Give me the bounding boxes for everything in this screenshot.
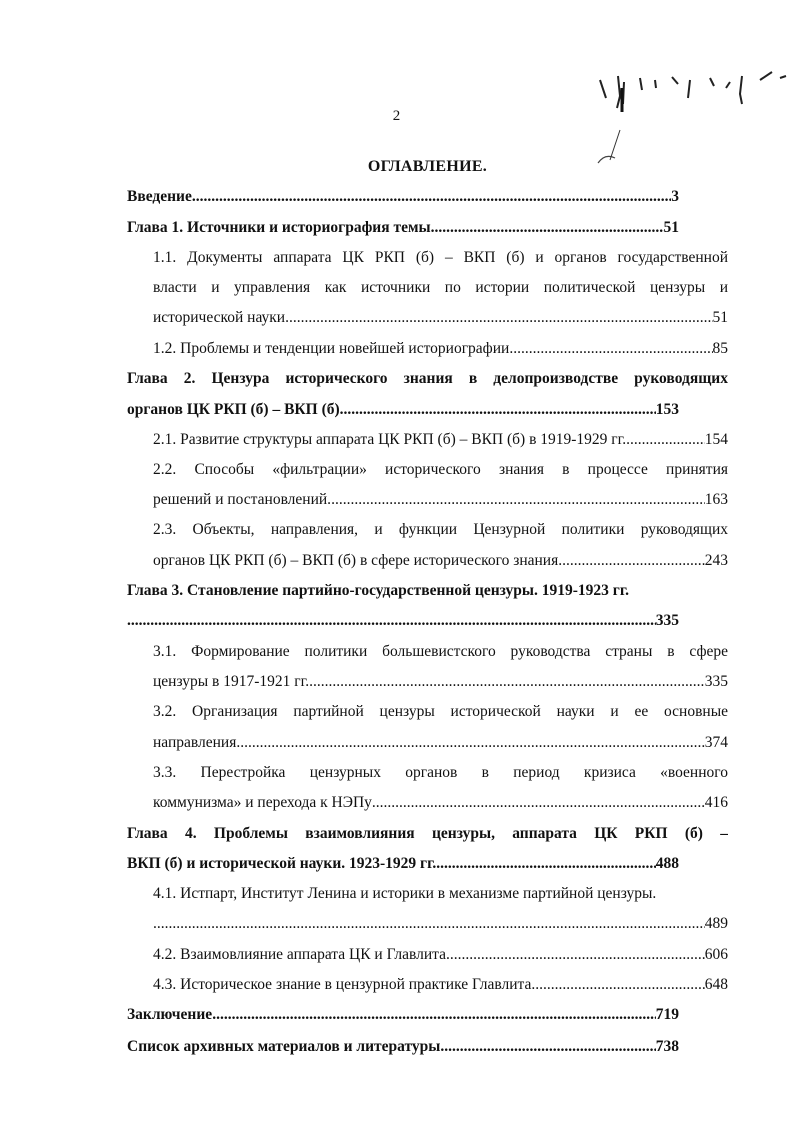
toc-page-number: 153 [655,401,679,418]
toc-page-number: 606 [704,946,728,963]
toc-entry-chapter-3-line-1: Глава 3. Становление партийно-государственной цензуры. 1919-1923 гг. [127,582,629,599]
toc-entry-3-2-line-1: 3.2. Организация партийной цензуры исторической науки и ее основные [153,703,728,720]
leader-dots [240,733,705,753]
toc-page-number: 335 [704,673,728,690]
leader-dots [509,339,712,359]
toc-entry-text: исторической науки [153,309,286,326]
toc-entry-text: 4.2. Взаимовлияние аппарата ЦК и Главлита [153,946,447,963]
toc-entry-chapter-4-line-1: Глава 4. Проблемы взаимовлияния цензуры, аппарата ЦК РКП (б) – [127,825,728,842]
leader-dots [127,611,656,631]
leader-dots [431,218,664,238]
toc-entry-text: Заключение [127,1006,213,1023]
toc-entry-chapter-2-line-1: Глава 2. Цензура исторического знания в делопроизводстве руководящих [127,370,728,387]
page-number: 2 [392,108,401,124]
toc-entry-text: решений и постановлений. [153,491,332,508]
toc-page-number: 335 [655,612,679,629]
toc-page-number: 738 [655,1038,679,1055]
toc-page-number: 243 [704,552,728,569]
toc-entry-4-1-line-1: 4.1. Истпарт, Институт Ленина и историки в механизме партийной цензуры. [153,885,657,902]
toc-entry-3-1-line-1: 3.1. Формирование политики большевистского руководства страны в сфере [153,643,728,660]
toc-entry-3-3-line-1: 3.3. Перестройка цензурных органов в период кризиса «военного [153,764,728,781]
toc-entry-text: Глава 1. Источники и историография темы [127,219,431,236]
leader-dots [285,308,712,328]
toc-entry-text: Введение. [127,188,196,205]
leader-dots [444,1037,655,1057]
toc-entry-sources [127,1037,679,1057]
toc-page-number: 51 [712,309,728,326]
toc-entry-4-1-line-2 [153,914,728,934]
toc-page-number: 648 [704,976,728,993]
toc-entry-text: направления. [153,734,241,751]
toc-page-number: 51 [663,219,679,236]
toc-entry-2-1 [153,430,728,450]
toc-entry-text: 2.1. Развитие структуры аппарата ЦК РКП (б) – ВКП (б) в 1919-1929 гг. [153,431,627,448]
leader-dots [436,854,655,874]
page-title: ОГЛАВЛЕНИЕ. [367,158,488,175]
toc-entry-text: 4.3. Историческое знание в цензурной практике Главлита. [153,976,536,993]
toc-page-number: 3 [671,188,679,205]
leader-dots [340,400,656,420]
leader-dots [372,793,705,813]
leader-dots [446,945,705,965]
leader-dots [212,1005,656,1025]
toc-entry-3-2-line-2 [153,733,728,753]
toc-entry-1-1-line-3 [153,308,728,328]
toc-page-number: 488 [655,855,679,872]
toc-entry-1-2 [153,339,728,359]
toc-entry-3-1-line-2 [153,672,728,692]
toc-entry-2-2-line-2 [153,490,728,510]
toc-entry-4-3 [153,975,728,995]
toc-entry-4-2 [153,945,728,965]
toc-entry-text: Список архивных материалов и литературы. [127,1038,445,1055]
toc-page-number: 163 [704,491,728,508]
leader-dots [626,430,705,450]
toc-entry-2-3-line-2 [153,551,728,571]
toc-page-number: 416 [704,794,728,811]
toc-entry-text: 1.2. Проблемы и тенденции новейшей историографии [153,340,510,357]
toc-entry-chapter-2-line-2 [127,400,679,420]
toc-entry-text: коммунизма» и перехода к НЭПу [153,794,372,811]
toc-entry-1-1-line-1: 1.1. Документы аппарата ЦК РКП (б) – ВКП (б) и органов государственной [153,249,728,266]
toc-entry-1-1-line-2: власти и управления как источники по истории политической цензуры и [153,279,728,296]
toc-entry-2-2-line-1: 2.2. Способы «фильтрации» исторического знания в процессе принятия [153,461,728,478]
leader-dots [331,490,705,510]
toc-entry-chapter-3-line-2 [127,611,679,631]
leader-dots [309,672,705,692]
toc-entry-text: органов ЦК РКП (б) – ВКП (б) в сфере исторического знания. [153,552,563,569]
toc-page-number: 85 [712,340,728,357]
toc-page-number: 719 [655,1006,679,1023]
toc-entry-2-3-line-1: 2.3. Объекты, направления, и функции Цензурной политики руководящих [153,521,728,538]
toc-entry-conclusion [127,1005,679,1025]
toc-entry-3-3-line-2 [153,793,728,813]
toc-entry-chapter-1 [127,218,679,238]
toc-entry-text: цензуры в 1917-1921 гг. [153,673,310,690]
toc-page-number: 489 [704,915,728,932]
toc-page-number: 374 [704,734,728,751]
toc-entry-intro [127,187,679,207]
leader-dots [153,914,705,934]
toc-entry-chapter-4-line-2 [127,854,679,874]
leader-dots [562,551,705,571]
toc-page-number: 154 [704,431,728,448]
leader-dots [196,187,672,207]
toc-entry-text: ВКП (б) и исторической науки. 1923-1929 гг. [127,855,437,872]
leader-dots [535,975,705,995]
toc-entry-text: органов ЦК РКП (б) – ВКП (б) [127,401,340,418]
